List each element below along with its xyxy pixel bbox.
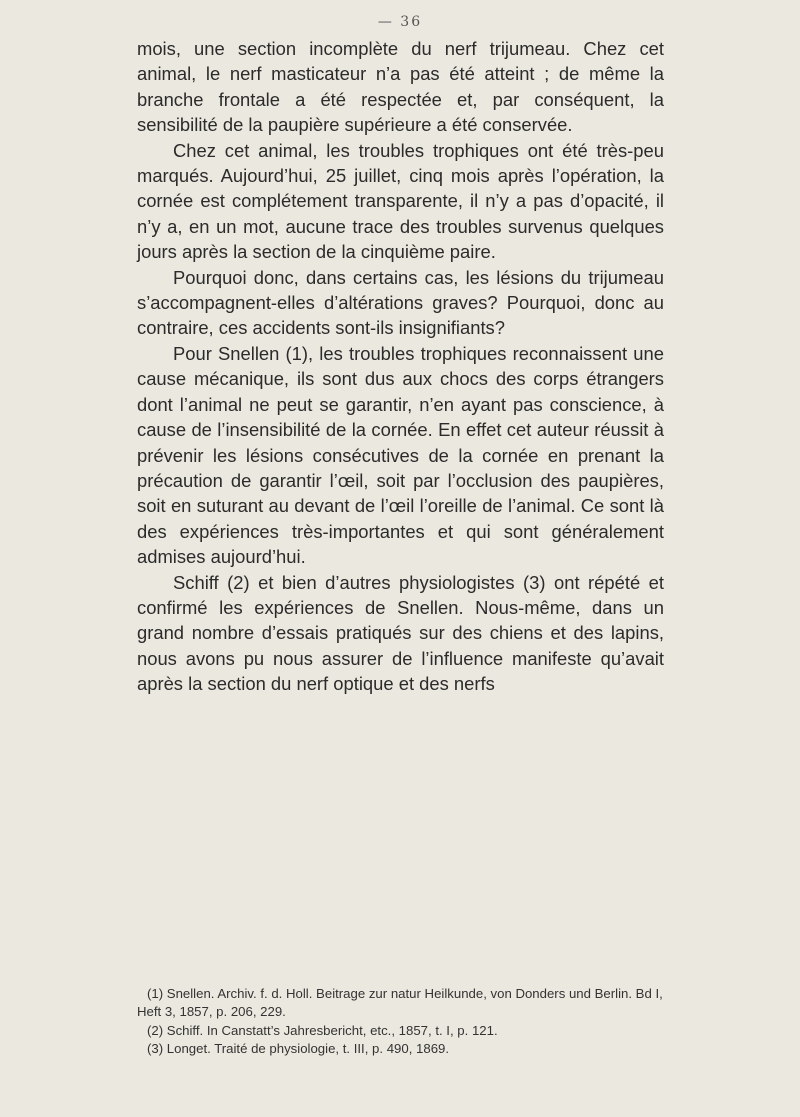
paragraph: mois, une section incomplète du nerf trijumeau. Chez cet animal, le nerf masticateur n’a pas été atteint ; de même la branche frontale a été respectée et, par conséquent, la sensibilité de la paupière supérieure a été conservée. bbox=[137, 38, 664, 136]
footnote: (1) Snellen. Archiv. f. d. Holl. Beitrage zur natur Heilkunde, von Donders und Berlin. Bd I, Heft 3, 1857, p. 206, 229. bbox=[137, 986, 663, 1020]
body-text bbox=[137, 36, 664, 697]
paragraph: Pour Snellen (1), les troubles trophiques reconnaissent une cause mécanique, ils sont dus aux chocs des corps étrangers dont l’animal ne peut se garantir, n’en ayant pas conscience, à cause de l’insensibilité de la cornée. En effet cet auteur réussit à prévenir les lésions consécutives de la cornée en prenant la précaution de garantir l’œil, soit par l’occlusion des paupières, soit en suturant au devant de l’œil l’oreille de l’animal. Ce sont là des expériences très-importantes et qui sont généralement admises aujourd’hui. bbox=[137, 342, 664, 568]
paragraph: Chez cet animal, les troubles trophiques ont été très-peu marqués. Aujourd’hui, 25 juillet, cinq mois après l’opération, la cornée est complétement transparente, il n’y a pas d’opacité, il n’y a, en un mot, aucune trace des troubles survenus quelques jours après la section de la cinquième paire. bbox=[137, 139, 664, 263]
footnotes bbox=[137, 985, 664, 1059]
paragraph: Schiff (2) et bien d’autres physiologistes (3) ont répété et confirmé les expériences de Snellen. Nous-même, dans un grand nombre d’essais pratiqués sur des chiens et des lapins, nous avons pu nous assurer de l’influence manifeste qu’avait après la section du nerf optique et des nerfs bbox=[137, 571, 664, 695]
paragraph: Pourquoi donc, dans certains cas, les lésions du trijumeau s’accompagnent-elles d’altérations graves? Pourquoi, donc au contraire, ces accidents sont-ils insignifiants? bbox=[137, 266, 664, 339]
page-number: — 36 bbox=[377, 14, 423, 30]
footnote: (2) Schiff. In Canstatt’s Jahresbericht, etc., 1857, t. I, p. 121. bbox=[147, 1022, 498, 1038]
footnote: (3) Longet. Traité de physiologie, t. III, p. 490, 1869. bbox=[147, 1041, 450, 1057]
